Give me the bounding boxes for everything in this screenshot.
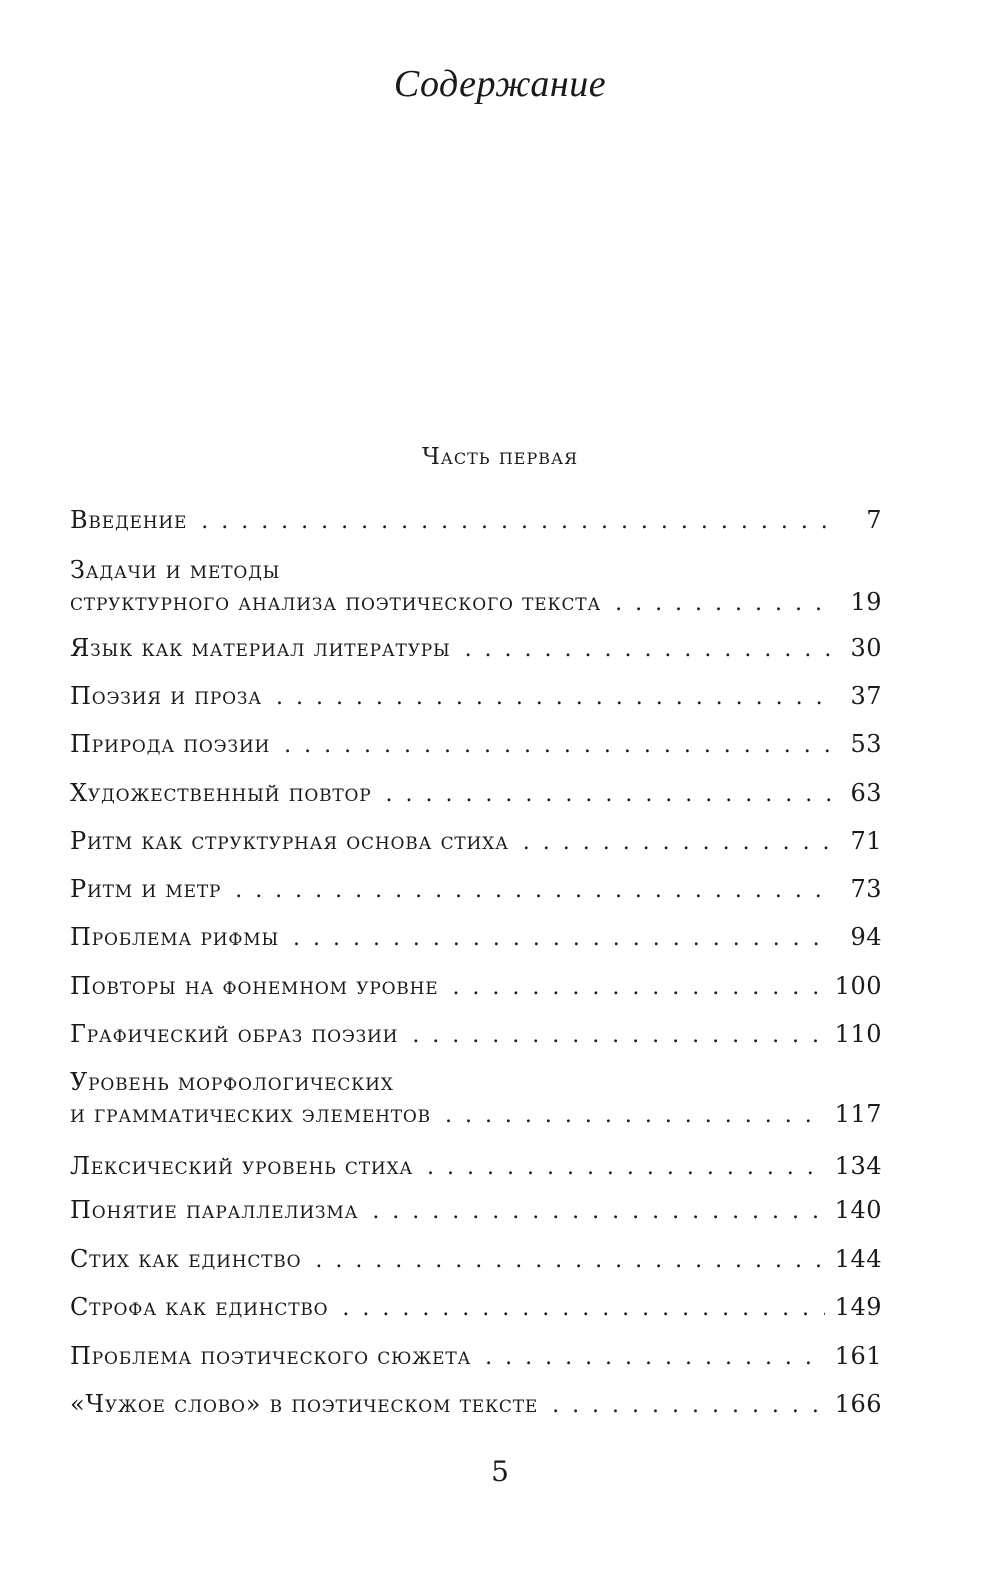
toc-entry-title: Стих как единство (70, 1245, 302, 1273)
toc-entry-title: Повторы на фонемном уровне (70, 972, 439, 1000)
toc-entry-title: структурного анализа поэтического текста (70, 588, 602, 616)
toc-entry-page: 73 (850, 875, 882, 903)
toc-entry-page: 53 (850, 730, 882, 758)
toc-entry-title: Лексический уровень стиха (70, 1152, 414, 1180)
page-number: 5 (491, 1455, 509, 1488)
dot-leader (342, 1296, 824, 1321)
toc-entry-title: Проблема рифмы (70, 923, 280, 951)
toc-entry-page: 134 (834, 1152, 882, 1180)
page-title: Содержание (393, 63, 607, 105)
dot-leader (201, 509, 832, 534)
dot-leader (452, 975, 824, 1000)
dot-leader (427, 1155, 825, 1180)
toc-entry-title: Природа поэзии (70, 730, 271, 758)
toc-entry-page: 100 (834, 972, 882, 1000)
toc-entry-page: 7 (866, 506, 882, 534)
dot-leader (523, 830, 832, 855)
toc-entry-title: «Чужое слово» в поэтическом тексте (70, 1390, 539, 1418)
toc-entry-title: Проблема поэтического сюжета (70, 1342, 472, 1370)
toc-entry-page: 166 (834, 1390, 882, 1418)
toc-entry-title-line1: Задачи и методы (70, 556, 281, 584)
toc-entry-page: 71 (850, 827, 882, 855)
toc-entry-title: Художественный повтор (70, 779, 372, 807)
toc-entry-title: и грамматических элементов (70, 1100, 431, 1128)
toc-entry-title: Язык как материал литературы (70, 634, 451, 662)
toc-entry-title: Понятие параллелизма (70, 1196, 359, 1224)
toc-entry-page: 149 (834, 1293, 882, 1321)
dot-leader (284, 733, 832, 758)
dot-leader (372, 1199, 824, 1224)
toc-entry-page: 19 (850, 588, 882, 616)
dot-leader (315, 1248, 824, 1273)
toc-entry-page: 144 (834, 1245, 882, 1273)
dot-leader (412, 1023, 824, 1048)
toc-entry-page: 110 (834, 1020, 882, 1048)
toc-entry-page: 117 (834, 1100, 882, 1128)
dot-leader (276, 685, 832, 710)
dot-leader (465, 637, 832, 662)
dot-leader (552, 1393, 825, 1418)
toc-entry-page: 140 (834, 1196, 882, 1224)
toc-entry-title: Поэзия и проза (70, 682, 262, 710)
dot-leader (386, 782, 833, 807)
toc-entry-title: Введение (70, 506, 188, 534)
toc-entry-title: Ритм и метр (70, 875, 222, 903)
dot-leader (445, 1103, 825, 1128)
toc-entry-page: 63 (850, 779, 882, 807)
dot-leader (235, 878, 832, 903)
dot-leader (293, 926, 832, 951)
dot-leader (485, 1345, 825, 1370)
toc-entry-title: Ритм как структурная основа стиха (70, 827, 509, 855)
section-title: Часть первая (421, 444, 579, 470)
dot-leader (615, 591, 832, 616)
toc-entry-page: 161 (834, 1342, 882, 1370)
toc-entry-page: 94 (850, 923, 882, 951)
toc-entry-title-line1: Уровень морфологических (70, 1068, 394, 1096)
toc-entry-title: Графический образ поэзии (70, 1020, 399, 1048)
toc-entry-page: 37 (850, 682, 882, 710)
toc-entry-page: 30 (850, 634, 882, 662)
toc-entry-title: Строфа как единство (70, 1293, 329, 1321)
